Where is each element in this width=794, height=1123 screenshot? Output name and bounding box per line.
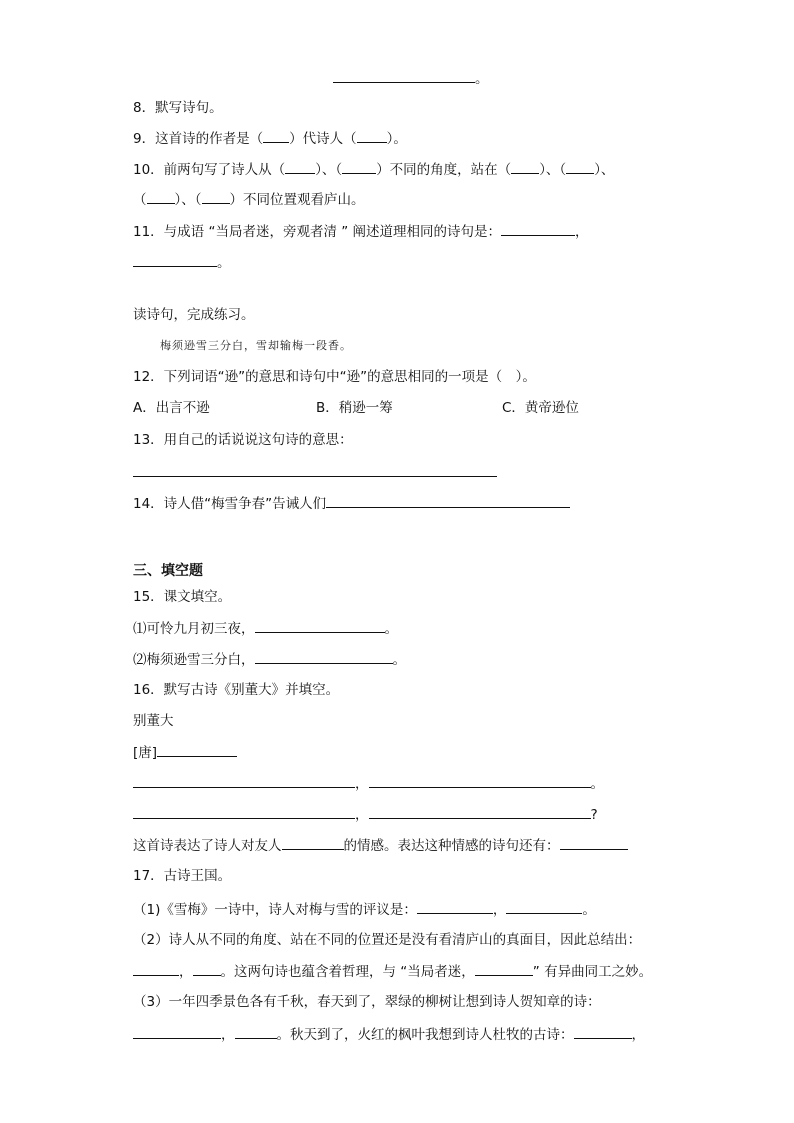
blank[interactable]	[202, 189, 230, 204]
question-8: 8．默写诗句。	[133, 100, 223, 116]
question-10-cont: （ ）、（ ）不同位置观看庐山。	[133, 189, 365, 210]
question-9: 9．这首诗的作者是（ ）代诗人（ ）。	[133, 128, 407, 149]
question-17-3-cont: ， 。秋天到了，火红的枫叶我想到诗人杜牧的古诗： ，	[133, 1024, 645, 1045]
blank[interactable]	[282, 835, 344, 850]
question-13: 13．用自己的话说说这句诗的意思：	[133, 432, 353, 448]
blank[interactable]	[133, 773, 355, 788]
blank[interactable]	[369, 773, 591, 788]
blank[interactable]	[501, 221, 575, 236]
blank[interactable]	[133, 961, 179, 976]
option-a[interactable]: A．出言不逊	[133, 400, 210, 416]
blank[interactable]	[255, 649, 393, 664]
blank[interactable]	[333, 68, 475, 83]
poem-line-1: ， 。	[133, 773, 604, 794]
poem-title: 别董大	[133, 713, 174, 729]
blank[interactable]	[285, 159, 315, 174]
question-13-answer	[133, 462, 497, 483]
blank[interactable]	[560, 835, 628, 850]
blank[interactable]	[133, 804, 355, 819]
blank[interactable]	[511, 159, 539, 174]
blank[interactable]	[133, 252, 217, 267]
read-intro: 读诗句，完成练习。	[133, 307, 255, 323]
blank[interactable]	[417, 899, 493, 914]
blank[interactable]	[193, 961, 221, 976]
blank[interactable]	[133, 1024, 221, 1039]
option-c[interactable]: C．黄帝逊位	[502, 400, 579, 416]
question-17-3: （3）一年四季景色各有千秋，春天到了，翠绿的柳树让想到诗人贺知章的诗：	[133, 994, 601, 1010]
question-15-1: ⑴可怜九月初三夜， 。	[133, 618, 398, 639]
blank[interactable]	[133, 462, 497, 477]
poem-dynasty: [唐]	[133, 742, 237, 763]
blank[interactable]	[235, 1024, 277, 1039]
question-15: 15．课文填空。	[133, 589, 232, 605]
blank[interactable]	[357, 128, 387, 143]
option-b[interactable]: B．稍逊一筹	[316, 400, 393, 416]
blank[interactable]	[147, 189, 175, 204]
question-14: 14．诗人借“梅雪争春”告诫人们	[133, 493, 570, 514]
blank[interactable]	[475, 961, 533, 976]
blank[interactable]	[326, 493, 570, 508]
question-15-2: ⑵梅须逊雪三分白， 。	[133, 649, 406, 670]
question-11-cont: 。	[133, 252, 231, 273]
blank[interactable]	[566, 159, 594, 174]
question-17-2-cont: ， 。这两句诗也蕴含着哲理，与 “当局者迷， ” 有异曲同工之妙。	[133, 961, 652, 982]
question-12: 12．下列词语“逊”的意思和诗句中“逊”的意思相同的一项是（ ）。	[133, 369, 536, 385]
blank[interactable]	[369, 804, 591, 819]
question-17-2: （2）诗人从不同的角度、站在不同的位置还是没有看清庐山的真面目，因此总结出：	[133, 932, 642, 948]
question-17: 17．古诗王国。	[133, 868, 232, 884]
blank[interactable]	[255, 618, 385, 633]
section-3-heading: 三、填空题	[133, 563, 203, 579]
question-17-1: （1)《雪梅》一诗中，诗人对梅与雪的评议是： ， 。	[133, 899, 596, 920]
question-16-emotion: 这首诗表达了诗人对友人 的情感。表达这种情感的诗句还有：	[133, 835, 628, 856]
blank[interactable]	[506, 899, 582, 914]
question-11: 11．与成语 “当局者迷，旁观者清 ” 阐述道理相同的诗句是： ，	[133, 221, 589, 242]
top-answer-line: 。	[333, 68, 489, 89]
poem-line-2: ， ?	[133, 804, 598, 825]
blank[interactable]	[342, 159, 376, 174]
poem-line-image: 梅须逊雪三分白，雪却输梅一段香。	[160, 339, 352, 352]
blank[interactable]	[157, 742, 237, 757]
blank[interactable]	[263, 128, 289, 143]
question-16: 16．默写古诗《别董大》并填空。	[133, 682, 340, 698]
question-10: 10．前两句写了诗人从（ ）、（ ）不同的角度，站在（ ）、（ ）、	[133, 159, 614, 180]
blank[interactable]	[574, 1024, 632, 1039]
